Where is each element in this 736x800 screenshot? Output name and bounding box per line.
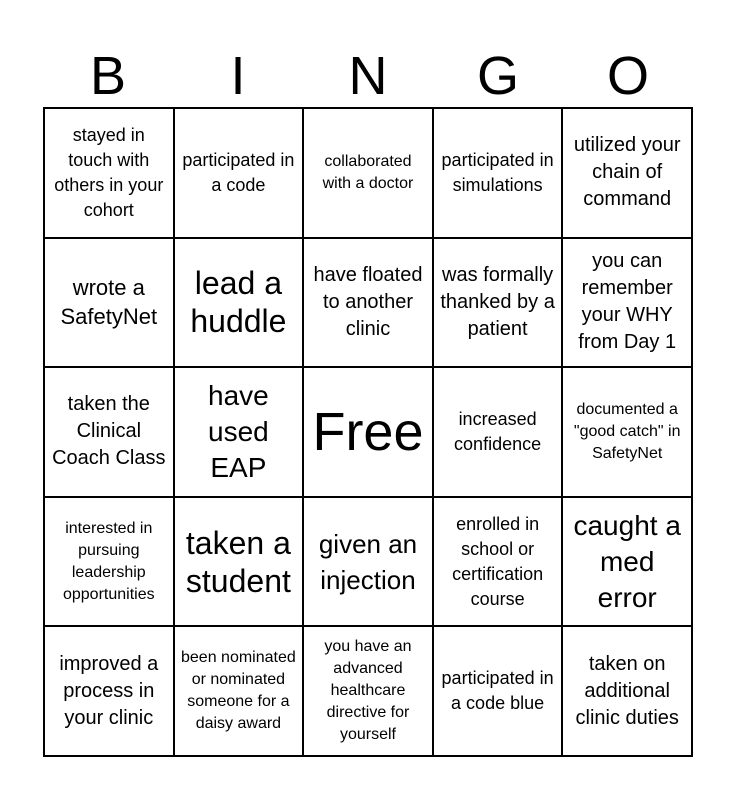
free-space[interactable]: [303, 367, 433, 497]
bingo-cell[interactable]: [44, 238, 174, 368]
cell-label: documented a "good catch" in SafetyNet: [573, 400, 681, 462]
header-letter-i: I: [230, 46, 246, 106]
bingo-cell[interactable]: [303, 497, 433, 627]
free-label: Free: [312, 401, 424, 462]
bingo-board: [43, 107, 693, 757]
bingo-cell[interactable]: [174, 367, 304, 497]
cell-label: wrote a SafetyNet: [60, 275, 158, 330]
bingo-cell[interactable]: [303, 626, 433, 756]
bingo-cell[interactable]: [174, 626, 304, 756]
bingo-cell[interactable]: [174, 497, 304, 627]
bingo-cell[interactable]: [44, 497, 174, 627]
bingo-cell[interactable]: [44, 626, 174, 756]
cell-label: have used EAP: [208, 379, 269, 483]
bingo-cell[interactable]: [44, 367, 174, 497]
bingo-cell[interactable]: [44, 108, 174, 238]
cell-label: collaborated with a doctor: [322, 152, 414, 192]
bingo-cell[interactable]: [433, 238, 563, 368]
bingo-cell[interactable]: [174, 108, 304, 238]
bingo-cell[interactable]: [562, 497, 692, 627]
cell-label: taken the Clinical Coach Class: [52, 393, 166, 470]
cell-label: was formally thanked by a patient: [440, 263, 555, 340]
bingo-cell[interactable]: [433, 626, 563, 756]
header-letter-g: G: [476, 46, 519, 106]
cell-label: lead a huddle: [190, 265, 287, 340]
bingo-cell[interactable]: [433, 367, 563, 497]
cell-label: improved a process in your clinic: [59, 652, 159, 729]
bingo-cell[interactable]: [433, 497, 563, 627]
bingo-cell[interactable]: [433, 108, 563, 238]
bingo-header: [43, 44, 693, 108]
cell-label: increased confidence: [454, 408, 542, 454]
bingo-cell[interactable]: [562, 626, 692, 756]
bingo-cell[interactable]: [174, 238, 304, 368]
header-letter-n: N: [348, 46, 388, 106]
cell-label: participated in a code: [182, 149, 295, 195]
cell-label: taken on additional clinic duties: [575, 652, 679, 729]
bingo-cell[interactable]: [562, 367, 692, 497]
cell-label: you have an advanced healthcare directive for yourself: [324, 638, 412, 744]
bingo-cell[interactable]: [303, 238, 433, 368]
cell-label: have floated to another clinic: [313, 263, 423, 340]
cell-label: participated in simulations: [441, 149, 554, 195]
cell-label: interested in pursuing leadership opportunities: [62, 519, 155, 603]
bingo-cell[interactable]: [303, 108, 433, 238]
bingo-cell[interactable]: [562, 238, 692, 368]
header-letter-b: B: [89, 46, 127, 106]
cell-label: you can remember your WHY from Day 1: [578, 250, 677, 354]
header-letter-o: O: [606, 46, 649, 106]
cell-label: taken a student: [185, 524, 291, 599]
cell-label: utilized your chain of command: [573, 134, 681, 211]
bingo-cell[interactable]: [562, 108, 692, 238]
cell-label: enrolled in school or certification course: [452, 513, 544, 609]
cell-label: given an injection: [318, 528, 418, 595]
cell-label: been nominated or nominated someone for a daisy award: [181, 649, 296, 733]
cell-label: participated in a code blue: [441, 668, 554, 714]
cell-label: caught a med error: [573, 509, 681, 613]
cell-label: stayed in touch with others in your cohort: [54, 124, 164, 220]
